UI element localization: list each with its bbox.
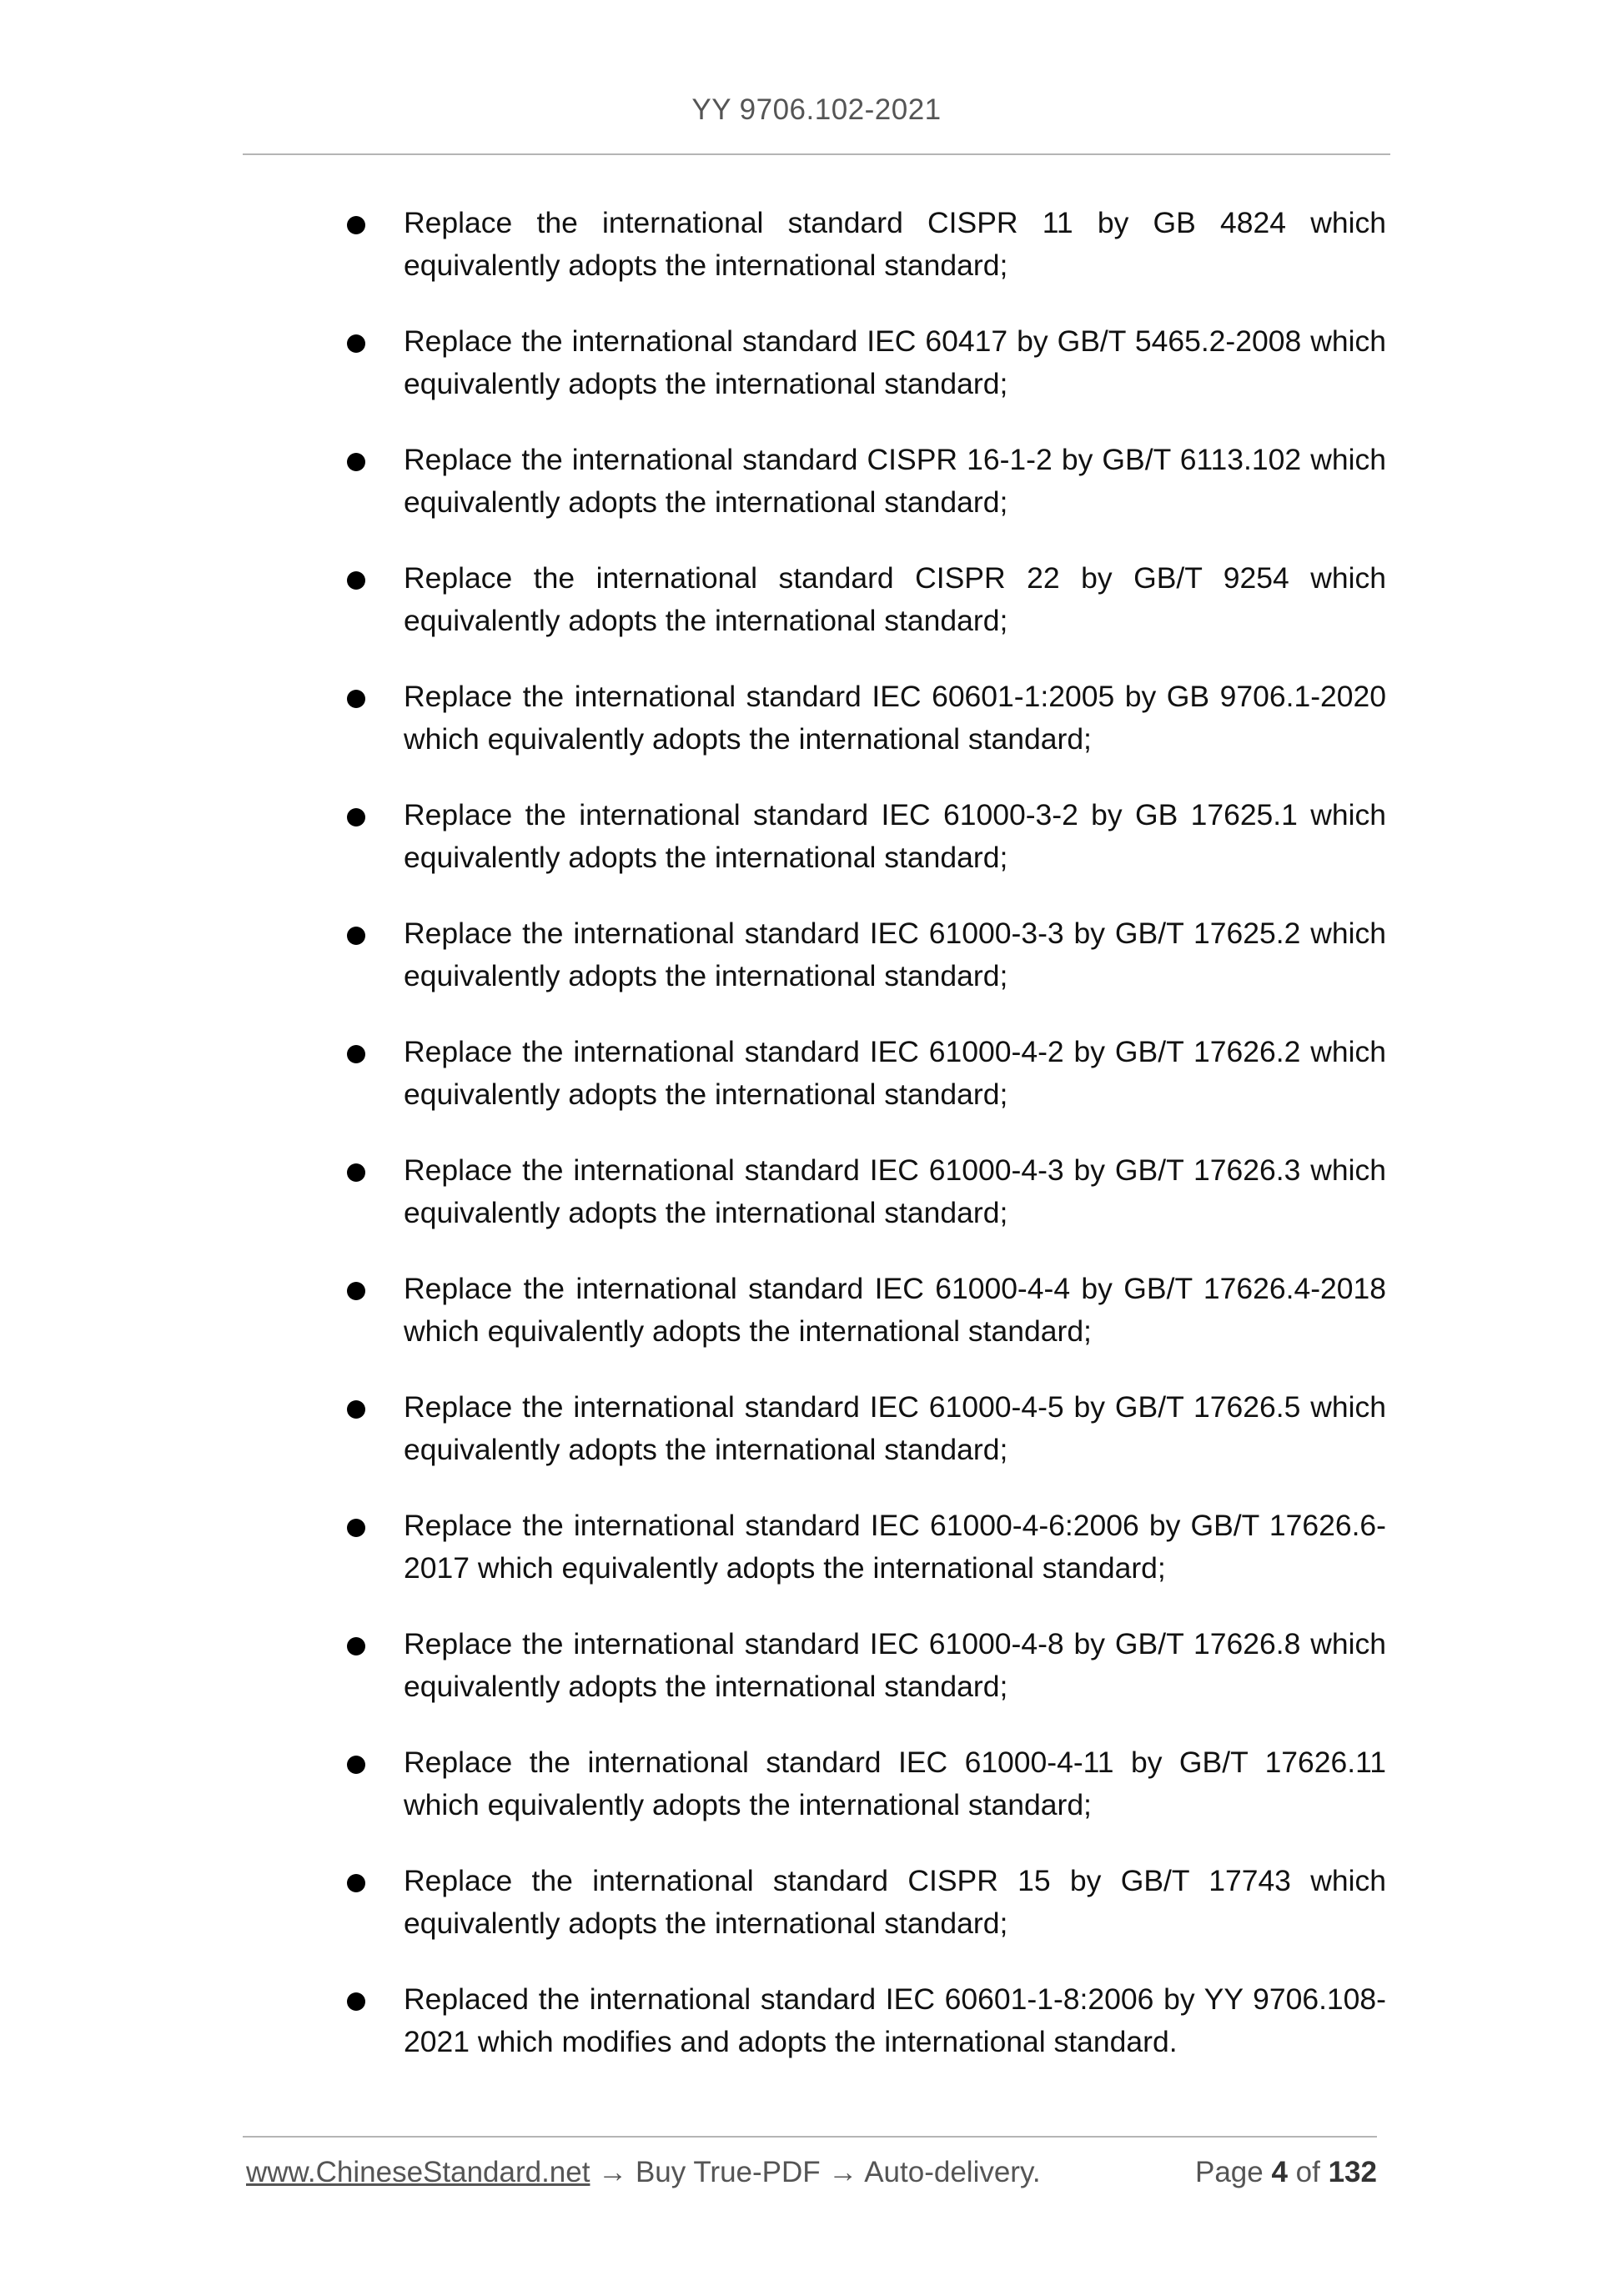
list-item bbox=[342, 676, 1386, 794]
bullet-icon bbox=[347, 334, 365, 353]
list-item-text: Replace the international standard IEC 61000-4-8 by GB/T 17626.8 which equivalently adopts the international standard; bbox=[404, 1627, 1386, 1703]
list-item bbox=[342, 1860, 1386, 1978]
header-divider bbox=[243, 153, 1390, 155]
bullet-icon bbox=[347, 216, 365, 234]
list-item bbox=[342, 1386, 1386, 1505]
arrow-right-icon: → bbox=[828, 2156, 858, 2188]
list-item-text: Replace the international standard CISPR 15 by GB/T 17743 which equivalently adopts the international standard; bbox=[404, 1864, 1386, 1940]
list-item-text: Replaced the international standard IEC 60601-1-8:2006 by YY 9706.108-2021 which modifies and adopts the international standard. bbox=[404, 1982, 1386, 2058]
list-item-text: Replace the international standard CISPR 11 by GB 4824 which equivalently adopts the international standard; bbox=[404, 206, 1386, 282]
replacement-standards-list bbox=[342, 202, 1386, 2097]
list-item-text: Replace the international standard IEC 61000-4-5 by GB/T 17626.5 which equivalently adopts the international standard; bbox=[404, 1390, 1386, 1466]
page-current: 4 bbox=[1271, 2156, 1288, 2188]
list-item-text: Replace the international standard IEC 61000-4-4 by GB/T 17626.4-2018 which equivalently adopts the international standard; bbox=[404, 1272, 1386, 1348]
bullet-icon bbox=[347, 1874, 365, 1892]
list-item-text: Replace the international standard IEC 61000-4-3 by GB/T 17626.3 which equivalently adopts the international standard; bbox=[404, 1153, 1386, 1229]
list-item-text: Replace the international standard IEC 61000-4-2 by GB/T 17626.2 which equivalently adopts the international standard; bbox=[404, 1035, 1386, 1111]
bullet-icon bbox=[347, 808, 365, 826]
arrow-right-icon: → bbox=[598, 2156, 628, 2188]
footer-promo bbox=[246, 2156, 1041, 2189]
bullet-icon bbox=[347, 1282, 365, 1300]
bullet-icon bbox=[347, 1519, 365, 1537]
bullet-icon bbox=[347, 1400, 365, 1419]
bullet-icon bbox=[347, 927, 365, 945]
bullet-icon bbox=[347, 690, 365, 708]
list-item-text: Replace the international standard IEC 60601-1:2005 by GB 9706.1-2020 which equivalently adopts the international standard; bbox=[404, 680, 1386, 756]
list-item-text: Replace the international standard IEC 60417 by GB/T 5465.2-2008 which equivalently adopts the international standard; bbox=[404, 324, 1386, 400]
list-item-text: Replace the international standard IEC 61000-4-6:2006 by GB/T 17626.6-2017 which equivalently adopts the international standard; bbox=[404, 1509, 1386, 1585]
auto-delivery-text: Auto-delivery. bbox=[864, 2156, 1041, 2188]
list-item bbox=[342, 794, 1386, 912]
list-item-text: Replace the international standard IEC 61000-3-2 by GB 17625.1 which equivalently adopts the international standard; bbox=[404, 798, 1386, 874]
list-item bbox=[342, 1149, 1386, 1268]
list-item bbox=[342, 1741, 1386, 1860]
site-link[interactable]: www.ChineseStandard.net bbox=[246, 2156, 590, 2188]
bullet-icon bbox=[347, 571, 365, 590]
bullet-icon bbox=[347, 1163, 365, 1182]
page-label: Page bbox=[1194, 2156, 1264, 2188]
list-item-text: Replace the international standard IEC 61000-3-3 by GB/T 17625.2 which equivalently adopts the international standard; bbox=[404, 917, 1386, 992]
list-item bbox=[342, 557, 1386, 676]
bullet-icon bbox=[347, 1756, 365, 1774]
page-of-label: of bbox=[1295, 2156, 1320, 2188]
list-item bbox=[342, 1031, 1386, 1149]
list-item bbox=[342, 439, 1386, 557]
list-item-text: Replace the international standard IEC 61000-4-11 by GB/T 17626.11 which equivalently adopts the international standard; bbox=[404, 1746, 1386, 1821]
page-total: 132 bbox=[1328, 2156, 1377, 2188]
footer-divider bbox=[243, 2136, 1377, 2138]
list-item bbox=[342, 912, 1386, 1031]
buy-true-pdf-text: Buy True-PDF bbox=[635, 2156, 821, 2188]
bullet-icon bbox=[347, 1045, 365, 1063]
list-item bbox=[342, 202, 1386, 320]
page-header-doc-id: YY 9706.102-2021 bbox=[691, 93, 942, 126]
page-counter bbox=[1195, 2156, 1377, 2189]
list-item bbox=[342, 1623, 1386, 1741]
bullet-icon bbox=[347, 1992, 365, 2011]
list-item bbox=[342, 320, 1386, 439]
list-item bbox=[342, 1978, 1386, 2097]
bullet-icon bbox=[347, 453, 365, 471]
list-item bbox=[342, 1505, 1386, 1623]
list-item bbox=[342, 1268, 1386, 1386]
bullet-icon bbox=[347, 1637, 365, 1655]
list-item-text: Replace the international standard CISPR 16-1-2 by GB/T 6113.102 which equivalently adopts the international standard; bbox=[404, 443, 1386, 519]
list-item-text: Replace the international standard CISPR 22 by GB/T 9254 which equivalently adopts the international standard; bbox=[404, 561, 1386, 637]
